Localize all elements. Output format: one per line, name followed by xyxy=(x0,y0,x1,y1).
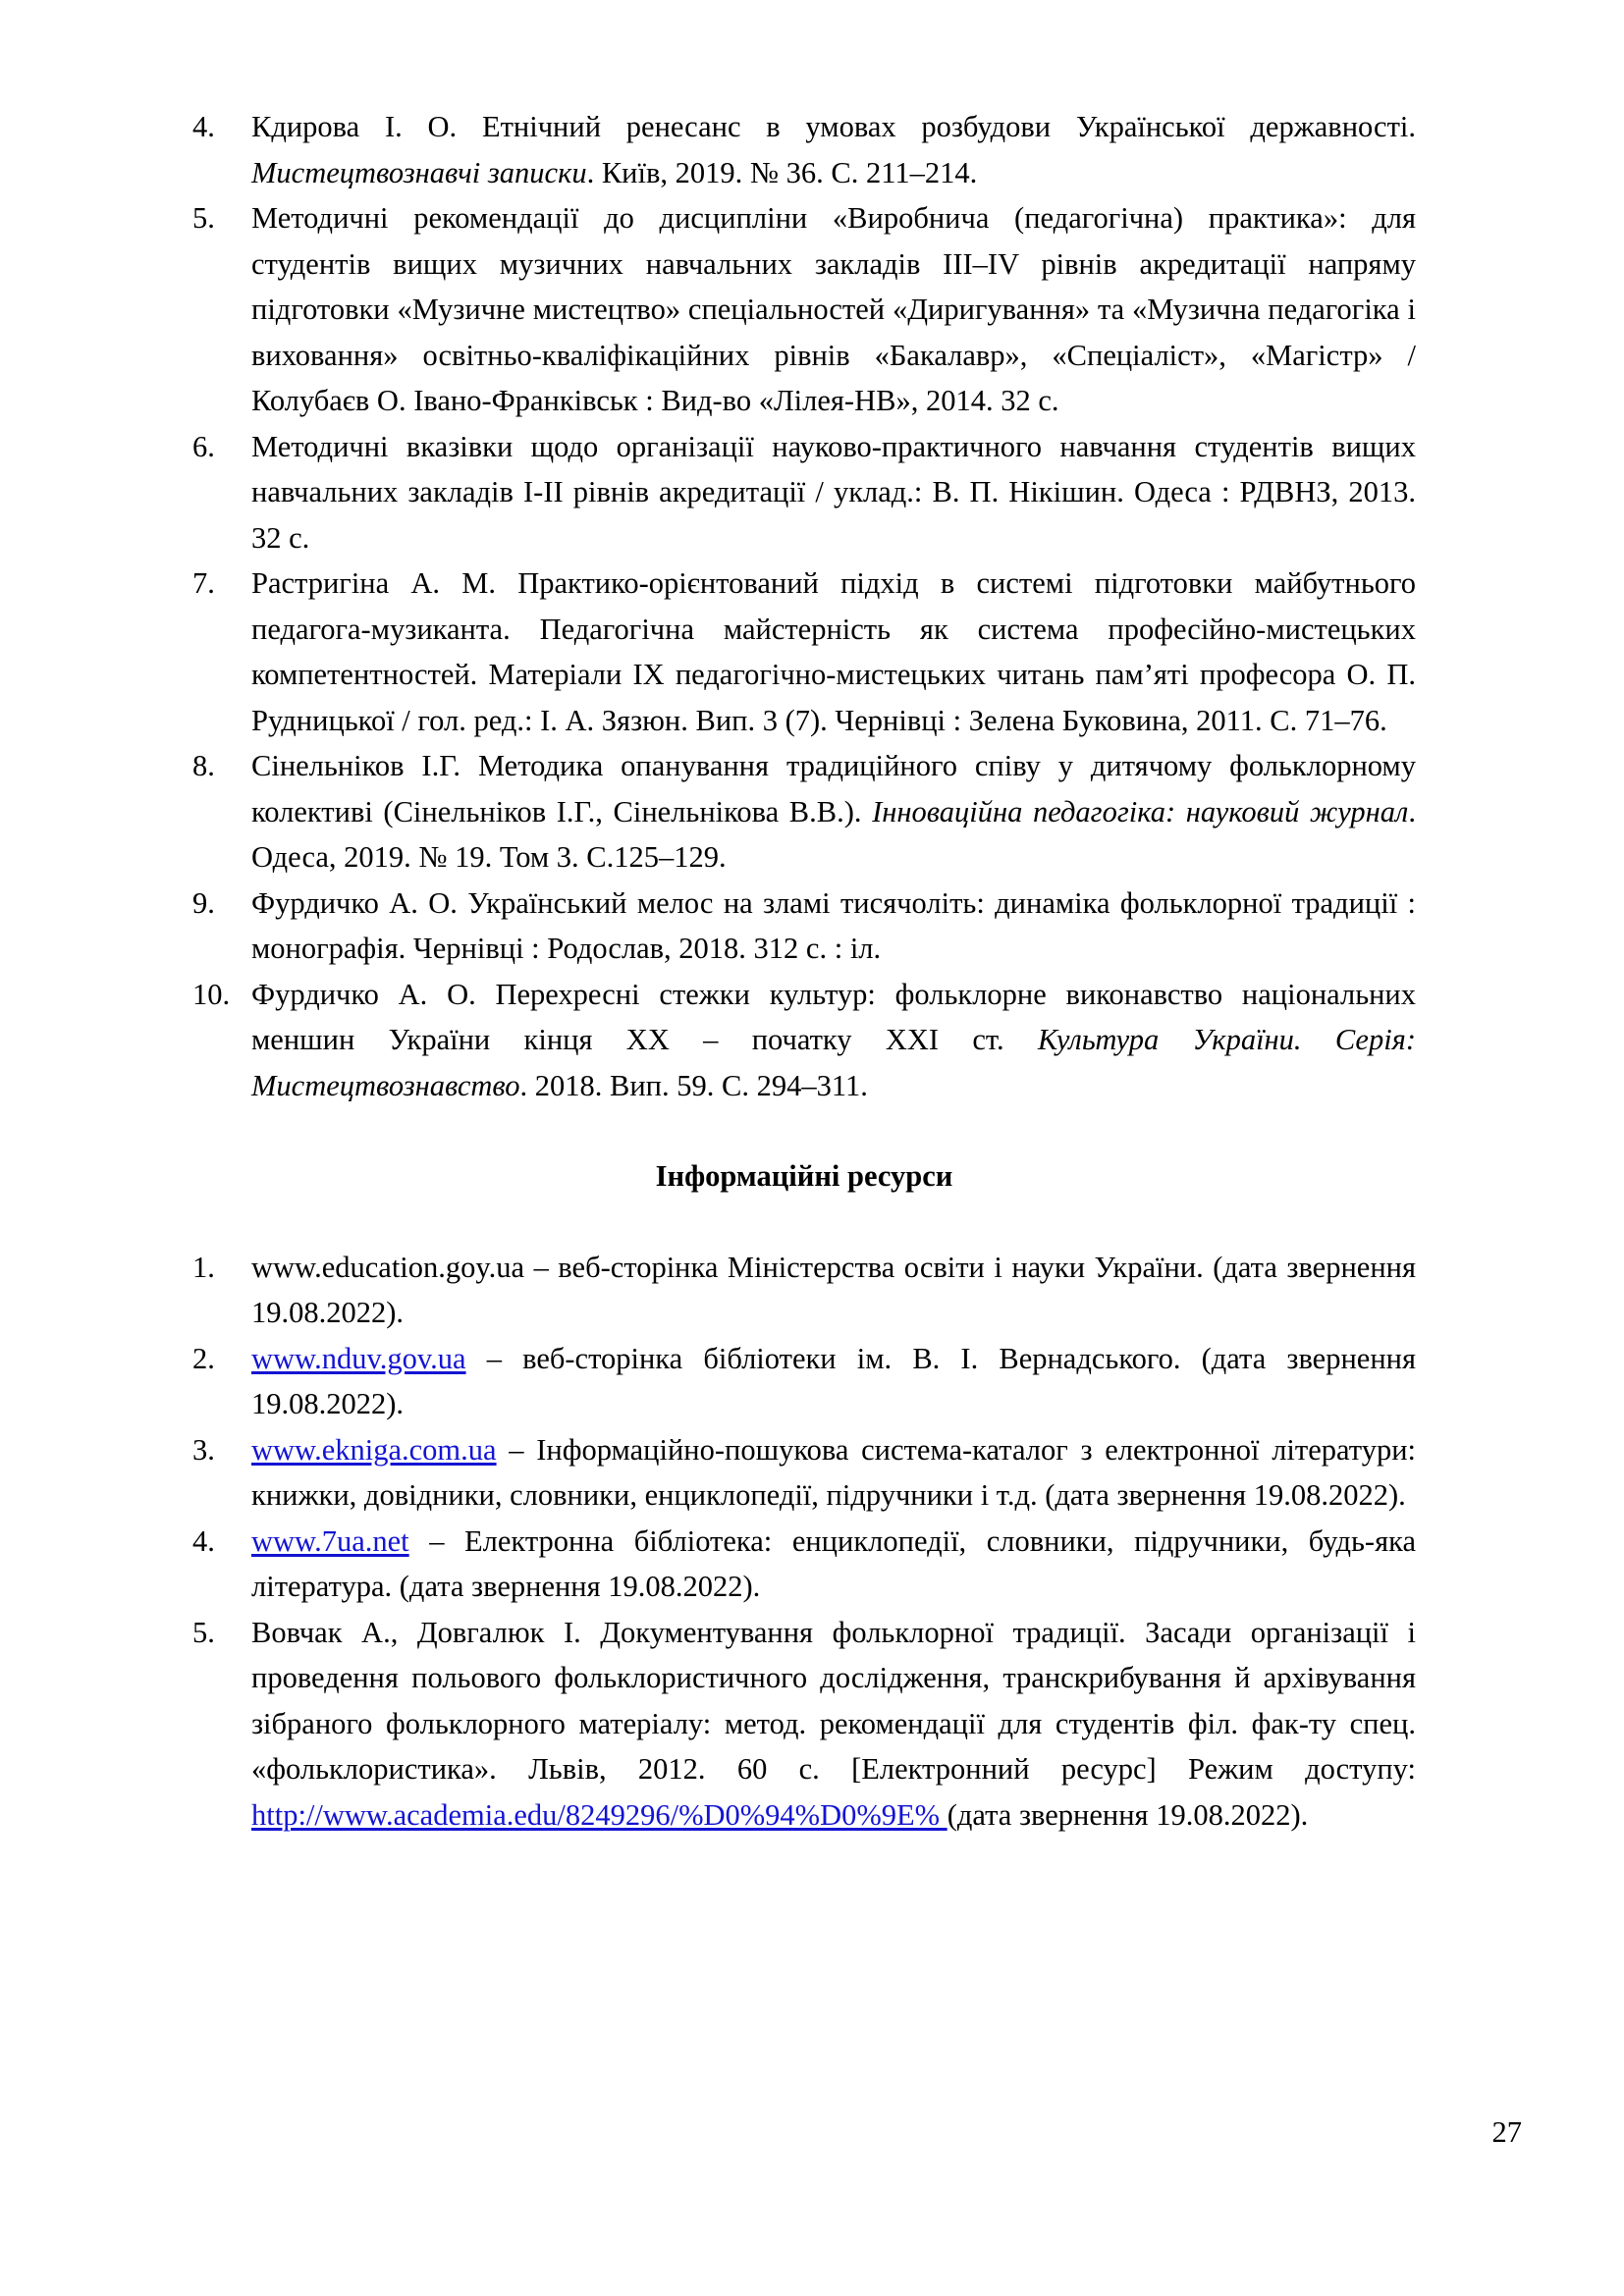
resource-text-run: – Електронна бібліотека: енциклопедії, словники, підручники, будь-яка література. (дата звернення 19.08.2022). xyxy=(251,1523,1416,1603)
reference-item-text xyxy=(251,104,1416,195)
resource-text-run: Вовчак А., Довгалюк І. Документування фольклорної традиції. Засади організації і проведення польового фольклористичного дослідження, транскрибування й архівування зібраного фольклорного матеріалу: метод. рекомендації для студентів філ. фак-ту спец. «фольклористика». Львів, 2012. 60 с. [Електронний ресурс] Режим доступу: xyxy=(251,1615,1416,1786)
reference-item-number: 9. xyxy=(192,885,215,920)
reference-item-text xyxy=(251,881,1416,972)
bibliography-list xyxy=(192,104,1416,1108)
resource-item-number: 5. xyxy=(192,1615,215,1649)
resource-hyperlink[interactable]: www.nduv.gov.ua xyxy=(251,1341,466,1375)
page-number: 27 xyxy=(1491,2115,1522,2149)
reference-item xyxy=(192,424,1416,561)
reference-item-text xyxy=(251,424,1416,561)
resource-text-run: (дата звернення 19.08.2022). xyxy=(947,1797,1309,1832)
reference-item-text xyxy=(251,972,1416,1109)
resource-item xyxy=(192,1610,1416,1839)
resource-hyperlink[interactable]: www.7ua.net xyxy=(251,1523,409,1558)
reference-text-run: Фурдичко А. О. Перехресні стежки культур: фольклорне виконавство національних меншин України кінця ХХ – початку ХХІ ст. xyxy=(251,977,1416,1056)
resource-text-run: www.education.goy.ua – веб-сторінка Міністерства освіти і науки України. (дата звернення 19.08.2022). xyxy=(251,1250,1416,1329)
reference-text-run: Растригіна А. М. Практико-орієнтований підхід в системі підготовки майбутнього педагога-музиканта. Педагогічна майстерність як система професійно-мистецьких компетентностей. Матеріали ІХ педагогічно-мистецьких читань пам’яті професора О. П. Рудницької / гол. ред.: І. А. Зязюн. Вип. 3 (7). Чернівці : Зелена Буковина, 2011. С. 71–76. xyxy=(251,566,1416,737)
resource-item-number: 1. xyxy=(192,1250,215,1284)
resource-item-text xyxy=(251,1524,1416,1604)
resource-item-number: 4. xyxy=(192,1523,215,1558)
reference-title-italic: Культура України. Серія: Мистецтвознавство xyxy=(251,1023,1416,1102)
resource-hyperlink[interactable]: www.ekniga.com.ua xyxy=(251,1432,497,1467)
resource-hyperlink[interactable]: http://www.academia.edu/8249296/%D0%94%D0%9E% xyxy=(251,1797,947,1832)
resource-item xyxy=(192,1245,1416,1336)
reference-item-text xyxy=(251,561,1416,743)
resource-item-number: 2. xyxy=(192,1341,215,1375)
reference-text-run: . Одеса, 2019. № 19. Том 3. С.125–129. xyxy=(251,794,1416,874)
resource-item-text xyxy=(251,1433,1416,1513)
reference-text-run: Фурдичко А. О. Український мелос на зламі тисячоліть: динаміка фольклорної традиції : монографія. Чернівці : Родослав, 2018. 312 с. : іл. xyxy=(251,885,1416,965)
resource-text-run: – Інформаційно-пошукова система-каталог з електронної літератури: книжки, довідники, словники, енциклопедії, підручники і т.д. (дата звернення 19.08.2022). xyxy=(251,1432,1416,1512)
reference-title-italic: Мистецтвознавчі записки xyxy=(251,155,587,189)
reference-item-text xyxy=(251,195,1416,424)
reference-item-number: 7. xyxy=(192,566,215,600)
resource-item-text xyxy=(251,1251,1416,1330)
reference-item-text xyxy=(251,743,1416,881)
reference-item xyxy=(192,743,1416,881)
reference-item-number: 5. xyxy=(192,201,215,235)
reference-text-run: Методичні рекомендації до дисципліни «Виробнича (педагогічна) практика»: для студентів вищих музичних навчальних закладів ІІІ–ІV рівнів акредитації напряму підготовки «Музичне мистецтво» спеціальностей «Диригування» та «Музична педагогіка і виховання» освітньо-кваліфікаційних рівнів «Бакалавр», «Спеціаліст», «Магістр» / Колубаєв О. Івано-Франківськ : Вид-во «Лілея-НВ», 2014. 32 с. xyxy=(251,201,1416,417)
reference-item-number: 10. xyxy=(192,977,231,1011)
reference-text-run: . Київ, 2019. № 36. С. 211–214. xyxy=(586,155,978,189)
reference-text-run: Сінельніков І.Г. Методика опанування традиційного співу у дитячому фольклорному колективі (Сінельніков І.Г., Сінельнікова В.В.). xyxy=(251,749,1416,828)
resource-item-number: 3. xyxy=(192,1432,215,1467)
section-heading-information-resources: Інформаційні ресурси xyxy=(655,1159,953,1193)
resource-item-text xyxy=(251,1616,1416,1832)
reference-item-number: 6. xyxy=(192,429,215,463)
reference-text-run: Методичні вказівки щодо організації науково-практичного навчання студентів вищих навчальних закладів І-ІІ рівнів акредитації / уклад.: В. П. Нікішин. Одеса : РДВНЗ, 2013. 32 с. xyxy=(251,429,1416,555)
resource-item xyxy=(192,1427,1416,1519)
reference-item xyxy=(192,195,1416,424)
resource-item xyxy=(192,1336,1416,1427)
page-content xyxy=(192,104,1416,1838)
reference-item xyxy=(192,881,1416,972)
reference-item xyxy=(192,104,1416,195)
reference-item xyxy=(192,972,1416,1109)
resource-item-text xyxy=(251,1342,1416,1421)
reference-text-run: . 2018. Вип. 59. С. 294–311. xyxy=(519,1068,868,1102)
reference-item xyxy=(192,561,1416,743)
resource-item xyxy=(192,1519,1416,1610)
reference-item-number: 8. xyxy=(192,749,215,782)
reference-item-number: 4. xyxy=(192,110,215,143)
reference-title-italic: Інноваційна педагогіка: науковий журнал xyxy=(872,794,1409,828)
reference-text-run: Кдирова І. О. Етнічний ренесанс в умовах розбудови Української державності. xyxy=(251,110,1416,143)
information-resources-list xyxy=(192,1245,1416,1839)
resource-text-run: – веб-сторінка бібліотеки ім. В. І. Вернадського. (дата звернення 19.08.2022). xyxy=(251,1341,1416,1420)
